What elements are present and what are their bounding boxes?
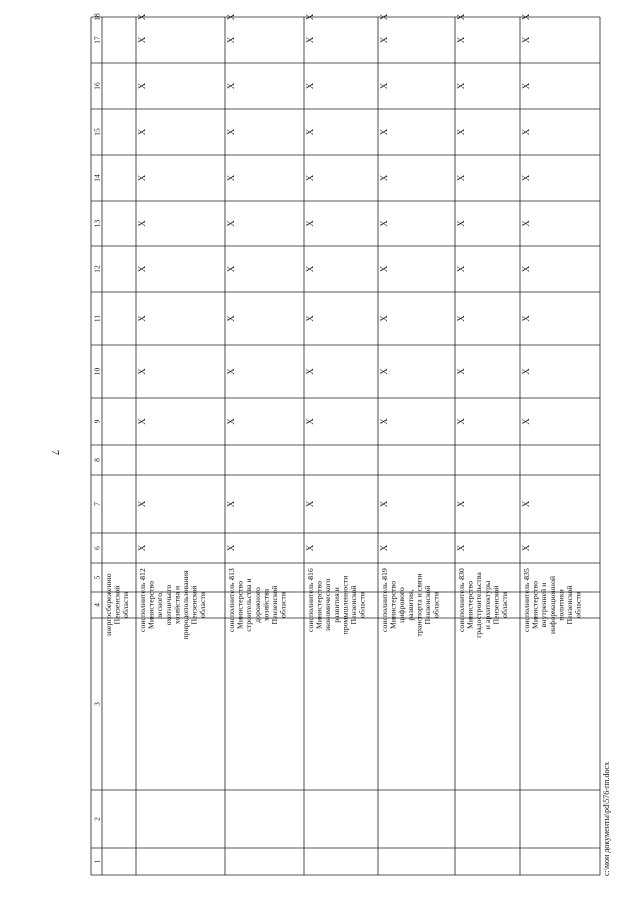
x-mark: X — [456, 82, 466, 90]
col4-line: внутренней и — [539, 582, 549, 628]
col4-line: Министерство — [388, 580, 398, 630]
x-mark: X — [137, 128, 147, 136]
col4-line: и архитектуры — [482, 580, 492, 630]
x-mark: X — [137, 36, 147, 44]
x-mark: X — [521, 544, 531, 552]
x-mark: X — [521, 82, 531, 90]
footer-file-path: c:\мои документы\pd\576-пп.docx — [602, 761, 611, 876]
x-mark: X — [137, 368, 147, 375]
x-mark: X — [226, 220, 236, 227]
x-mark: X — [305, 174, 315, 182]
col4-line: Пензенской — [349, 585, 358, 625]
x-mark: X — [137, 418, 147, 425]
col4-line: Пензенской — [565, 585, 574, 625]
x-mark: X — [379, 265, 389, 273]
col4-line: соисполнитель - — [522, 577, 531, 633]
column-header-18: 18 — [92, 13, 102, 21]
col4-line: охотничьего — [163, 584, 173, 626]
col4-line: Пензенской — [491, 585, 501, 625]
column-header-6: 6 — [92, 546, 102, 550]
x-mark: X — [456, 418, 466, 425]
x-mark: X — [137, 500, 147, 508]
col4-line: промышленности — [340, 575, 350, 635]
x-mark: X — [137, 315, 147, 322]
x-mark: X — [379, 544, 389, 552]
x-mark: X — [379, 82, 389, 90]
col4-line: соисполнитель - — [380, 577, 389, 633]
x-mark: X — [137, 13, 147, 21]
col4-line: энергосбережению — [104, 573, 113, 637]
budget-code: 812 — [138, 568, 147, 580]
col4-line: Министерство — [314, 580, 324, 630]
col4-line: Министерство — [530, 580, 540, 630]
x-mark: X — [226, 36, 236, 44]
column-header-3: 3 — [92, 702, 102, 706]
col4-line: Пензенской — [189, 585, 199, 625]
x-mark: X — [226, 368, 236, 375]
x-mark: X — [521, 13, 531, 21]
col4-line: Министерство — [235, 580, 245, 630]
x-mark: X — [521, 220, 531, 227]
x-mark: X — [456, 544, 466, 552]
col4-line: соисполнитель - — [227, 577, 236, 633]
col4-line: природопользования — [181, 570, 190, 640]
col4-line: цифрового — [397, 587, 407, 623]
page-number: 7 — [48, 449, 60, 455]
x-mark: X — [456, 368, 466, 375]
col4-line: экономического — [323, 578, 333, 632]
col4-line: соисполнитель - — [306, 577, 315, 633]
x-mark: X — [305, 36, 315, 44]
x-mark: X — [521, 315, 531, 322]
col4-line: области — [357, 591, 367, 619]
x-mark: X — [305, 82, 315, 90]
col4-line: области — [198, 591, 208, 619]
col4-line: Министерство — [465, 580, 475, 630]
col4-line: Пензенской — [423, 585, 432, 625]
col4-line: строительства и — [244, 578, 254, 632]
col4-line: хозяйства и — [172, 585, 182, 625]
col4-line: лесного, — [155, 591, 165, 619]
col4-line: Пензенской — [270, 585, 279, 625]
x-mark: X — [521, 36, 531, 44]
col4-line: Министерство — [146, 580, 156, 630]
budget-code: 816 — [306, 568, 315, 580]
col4-line: области — [431, 591, 441, 619]
column-header-11: 11 — [92, 314, 102, 323]
column-header-5: 5 — [92, 575, 102, 580]
x-mark: X — [226, 500, 236, 508]
col4-line: транспорта и связи — [414, 573, 424, 637]
budget-code: 813 — [227, 568, 236, 580]
column-header-17: 17 — [92, 36, 102, 44]
x-mark: X — [456, 36, 466, 44]
column-header-7: 7 — [92, 502, 102, 506]
x-mark: X — [379, 128, 389, 136]
column-header-4: 4 — [92, 603, 102, 607]
x-mark: X — [456, 174, 466, 182]
x-mark: X — [379, 220, 389, 227]
x-mark: X — [379, 500, 389, 508]
budget-code: 830 — [457, 568, 466, 580]
x-mark: X — [456, 220, 466, 227]
column-header-9: 9 — [92, 419, 102, 424]
x-mark: X — [305, 265, 315, 273]
col4-line: области — [278, 591, 288, 619]
x-mark: X — [137, 174, 147, 182]
x-mark: X — [456, 128, 466, 136]
x-mark: X — [379, 418, 389, 425]
x-mark: X — [521, 128, 531, 136]
x-mark: X — [521, 418, 531, 425]
x-mark: X — [521, 174, 531, 182]
x-mark: X — [226, 174, 236, 182]
col4-line: области — [573, 591, 583, 619]
column-header-16: 16 — [92, 82, 102, 90]
column-header-1: 1 — [92, 859, 102, 864]
x-mark: X — [456, 315, 466, 322]
x-mark: X — [379, 368, 389, 375]
column-header-14: 14 — [92, 174, 102, 182]
col4-line: Пензенской — [112, 585, 122, 625]
column-header-13: 13 — [92, 219, 102, 228]
x-mark: X — [226, 418, 236, 425]
col4-line: развития и — [331, 587, 341, 623]
col4-line: развития, — [405, 589, 415, 621]
x-mark: X — [521, 368, 531, 375]
x-mark: X — [379, 174, 389, 182]
x-mark: X — [456, 13, 466, 21]
col4-line: градостроительства — [474, 572, 484, 638]
column-header-8: 8 — [92, 458, 102, 462]
x-mark: X — [379, 315, 389, 322]
x-mark: X — [305, 418, 315, 425]
x-mark: X — [137, 265, 147, 273]
budget-code: 819 — [380, 568, 389, 580]
x-mark: X — [379, 13, 389, 21]
x-mark: X — [226, 128, 236, 136]
x-mark: X — [137, 82, 147, 90]
col4-line: политики — [556, 589, 566, 621]
x-mark: X — [379, 36, 389, 44]
col4-line: области — [500, 591, 509, 619]
x-mark: X — [226, 544, 236, 552]
x-mark: X — [521, 265, 531, 273]
x-mark: X — [226, 82, 236, 90]
col4-line: дорожного — [252, 587, 262, 623]
col4-line: информационной — [547, 575, 557, 635]
column-header-12: 12 — [92, 265, 102, 273]
column-header-10: 10 — [92, 367, 102, 376]
column-header-15: 15 — [92, 128, 102, 136]
x-mark: X — [305, 220, 315, 227]
x-mark: X — [456, 500, 466, 508]
x-mark: X — [226, 13, 236, 21]
x-mark: X — [226, 315, 236, 322]
x-mark: X — [137, 544, 147, 552]
col4-line: хозяйства — [261, 588, 271, 622]
x-mark: X — [305, 13, 315, 21]
x-mark: X — [305, 544, 315, 552]
x-mark: X — [226, 265, 236, 273]
column-header-2: 2 — [92, 817, 102, 821]
x-mark: X — [305, 500, 315, 508]
x-mark: X — [305, 368, 315, 375]
x-mark: X — [456, 265, 466, 273]
col4-line: области — [121, 591, 131, 619]
col4-line: соисполнитель - — [457, 577, 466, 633]
x-mark: X — [521, 500, 531, 508]
x-mark: X — [305, 128, 315, 136]
x-mark: X — [137, 220, 147, 227]
budget-code: 835 — [522, 568, 531, 580]
x-mark: X — [305, 315, 315, 322]
col4-line: соисполнитель - — [138, 577, 147, 633]
